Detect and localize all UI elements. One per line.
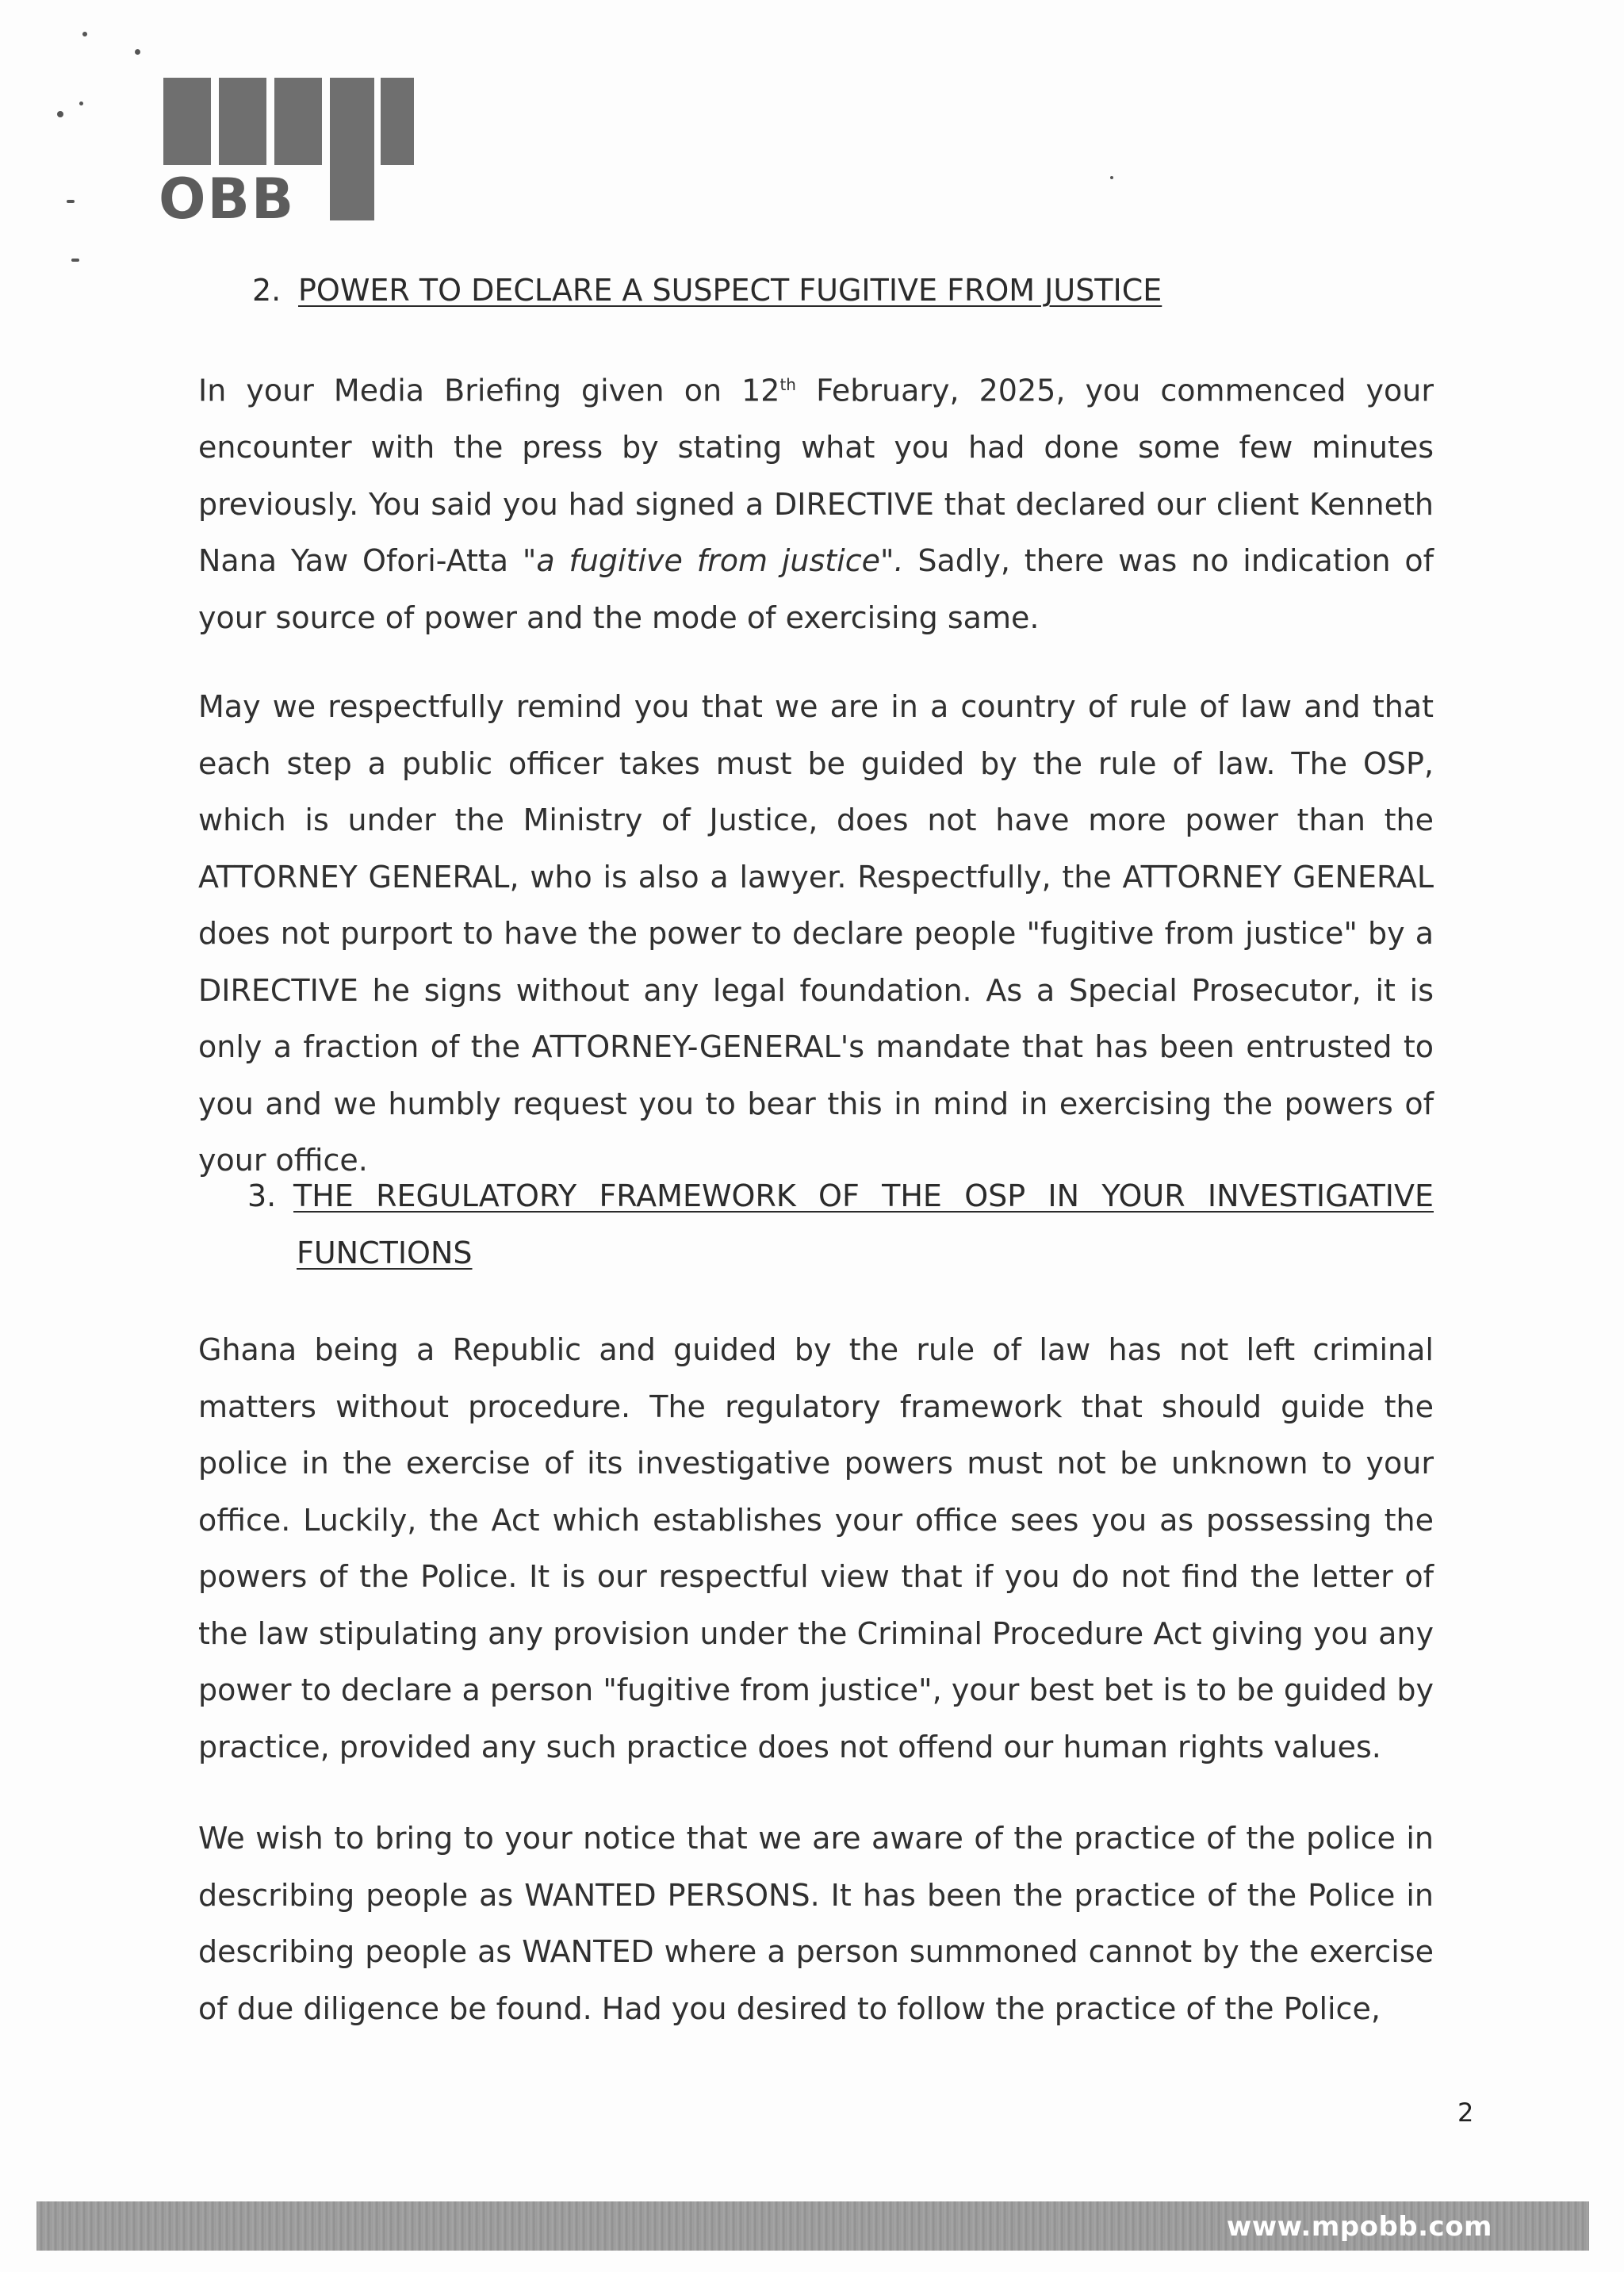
logo-bar — [330, 78, 374, 220]
paragraph-text: Sadly, there was no indication of your source of power and the mode of exercising same. — [198, 543, 1434, 635]
scan-speck — [67, 200, 75, 203]
section-2-heading — [252, 262, 1162, 319]
scan-speck — [82, 32, 87, 36]
paragraph: May we respectfully remind you that we are in a country of rule of law and that each step a public officer takes must be guided by the rule of law. The OSP, which is under the Ministry of Justice, does not have more power than the ATTORNEY GENERAL, who is also a lawyer. Respectfully, the ATTORNEY GENERAL does not purport to have the power to declare people "fugitive from justice" by a DIRECTIVE he signs without any legal foundation. As a Special Prosecutor, it is only a fraction of the ATTORNEY-GENERAL's mandate that has been entrusted to you and we humbly request you to bear this in mind in exercising the powers of your office. — [198, 689, 1434, 1178]
section-title: POWER TO DECLARE A SUSPECT FUGITIVE FROM JUSTICE — [298, 273, 1162, 308]
logo-bar — [219, 78, 266, 165]
section-title-continued: FUNCTIONS — [297, 1236, 473, 1270]
scan-speck — [135, 49, 140, 55]
logo-text: OBB — [159, 167, 296, 232]
paragraph: Ghana being a Republic and guided by the rule of law has not left criminal matters without procedure. The regulatory framework that should guide the police in the exercise of its investigative powers must not be unknown to your office. Luckily, the Act which establishes your office sees you as possessing the powers of the Police. It is our respectful view that if you do not find the letter of the law stipulating any provision under the Criminal Procedure Act giving you any power to declare a person "fugitive from justice", your best bet is to be guided by practice, provided any such practice does not offend our human rights values. — [198, 1332, 1434, 1764]
ordinal-suffix: th — [779, 375, 796, 394]
paragraph — [198, 357, 1434, 646]
scan-speck — [57, 111, 63, 117]
obb-logo — [159, 78, 404, 232]
paragraph-text: February, 2025, you commenced your encounter with the press by stating what you had done some few minutes previously. You said you had signed a DIRECTIVE that declared our client Kenneth Nana Yaw Ofori-Atta — [198, 373, 1434, 579]
logo-bar — [163, 78, 211, 165]
paragraph: We wish to bring to your notice that we are aware of the practice of the police in describing people as WANTED PERSONS. It has been the practice of the Police in describing people as WANTED where a person summoned cannot by the exercise of due diligence be found. Had you desired to follow the practice of the Police, — [198, 1821, 1434, 2026]
scan-speck — [79, 102, 83, 105]
page-number: 2 — [1457, 2098, 1474, 2128]
quoted-phrase: "a fugitive from justice". — [522, 543, 904, 579]
scan-speck — [71, 259, 79, 262]
paragraph-text: In your Media Briefing given on 12 — [198, 373, 780, 408]
logo-bar — [381, 78, 414, 165]
logo-bar — [274, 78, 322, 165]
section-title: THE REGULATORY FRAMEWORK OF THE OSP IN YOUR INVESTIGATIVE — [293, 1178, 1434, 1213]
section-number: 3. — [247, 1178, 277, 1213]
section-number: 2. — [252, 273, 282, 308]
section-3-heading — [247, 1167, 1434, 1282]
scan-speck — [1110, 176, 1113, 179]
footer-website-link[interactable]: www.mpobb.com — [1226, 2211, 1492, 2243]
